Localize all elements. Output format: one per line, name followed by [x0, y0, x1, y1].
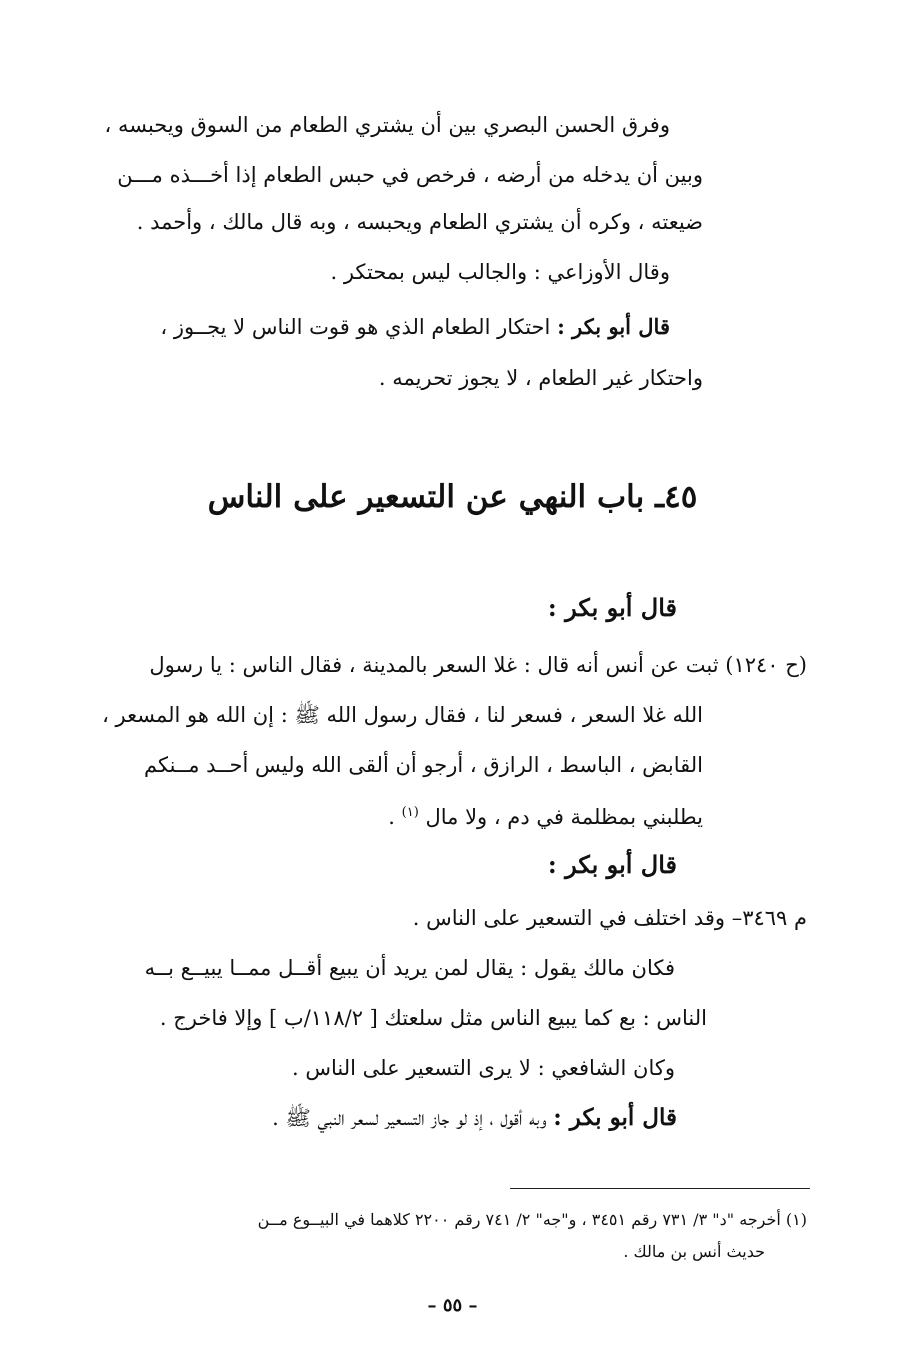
- speaker-label: قال أبو بكر :: [557, 314, 670, 339]
- text-span: وبه أقول ، إذ لو جاز التسعير لسعر النبي ﷺ .: [272, 1106, 547, 1130]
- text-line: القابض ، الباسط ، الرازق ، أرجو أن ألقى الله وليس أحــد مــنكم: [144, 753, 703, 777]
- text-line: واحتكار غير الطعام ، لا يجوز تحريمه .: [378, 366, 703, 390]
- chapter-heading: ٤٥ـ باب النهي عن التسعير على الناس: [207, 479, 698, 515]
- text-line: فكان مالك يقول : يقال لمن يريد أن يبيع أقــل ممــا يبيــع بــه: [144, 956, 675, 980]
- text-span: احتكار الطعام الذي هو قوت الناس لا يجــوز ،: [160, 315, 551, 339]
- text-span: .: [388, 805, 395, 829]
- text-line: [388, 798, 703, 832]
- text-line: [160, 312, 670, 342]
- footnote-line: (١) أخرجه "د" ٣/ ٧٣١ رقم ٣٤٥١ ، و"جه" ٢/ ٧٤١ رقم ٢٢٠٠ كلاهما في البيــوع مــن: [257, 1210, 807, 1229]
- footnote-line: حديث أنس بن مالك .: [623, 1242, 765, 1261]
- speaker-label: قال أبو بكر :: [553, 1104, 677, 1131]
- text-line: الله غلا السعر ، فسعر لنا ، فقال رسول الله ﷺ : إن الله هو المسعر ،: [102, 703, 703, 727]
- speaker-heading: قال أبو بكر :: [547, 593, 677, 622]
- text-line: وفرق الحسن البصري بين أن يشتري الطعام من السوق ويحبسه ،: [104, 113, 670, 137]
- text-line: وقال الأوزاعي : والجالب ليس بمحتكر .: [330, 260, 670, 284]
- text-line: (ح ١٢٤٠) ثبت عن أنس أنه قال : غلا السعر بالمدينة ، فقال الناس : يا رسول: [149, 653, 807, 677]
- text-line: [272, 1103, 677, 1133]
- footnote-ref: (١): [401, 805, 419, 820]
- text-line: م ٣٤٦٩– وقد اختلف في التسعير على الناس .: [412, 906, 807, 930]
- text-line: وبين أن يدخله من أرضه ، فرخص في حبس الطعام إذا أخـــذه مـــن: [117, 163, 703, 187]
- text-line: ضيعته ، وكره أن يشتري الطعام ويحبسه ، وبه قال مالك ، وأحمد .: [136, 210, 703, 234]
- page-number: – ٥٥ –: [427, 1295, 478, 1316]
- text-line: وكان الشافعي : لا يرى التسعير على الناس .: [292, 1056, 675, 1080]
- text-span: يطلبني بمظلمة في دم ، ولا مال: [425, 805, 703, 829]
- text-line: الناس : بع كما يبيع الناس مثل سلعتك [ ١١٨/٢/ب ] وإلا فاخرج .: [159, 1006, 707, 1030]
- speaker-heading: قال أبو بكر :: [547, 850, 677, 879]
- footnote-divider: [510, 1188, 810, 1189]
